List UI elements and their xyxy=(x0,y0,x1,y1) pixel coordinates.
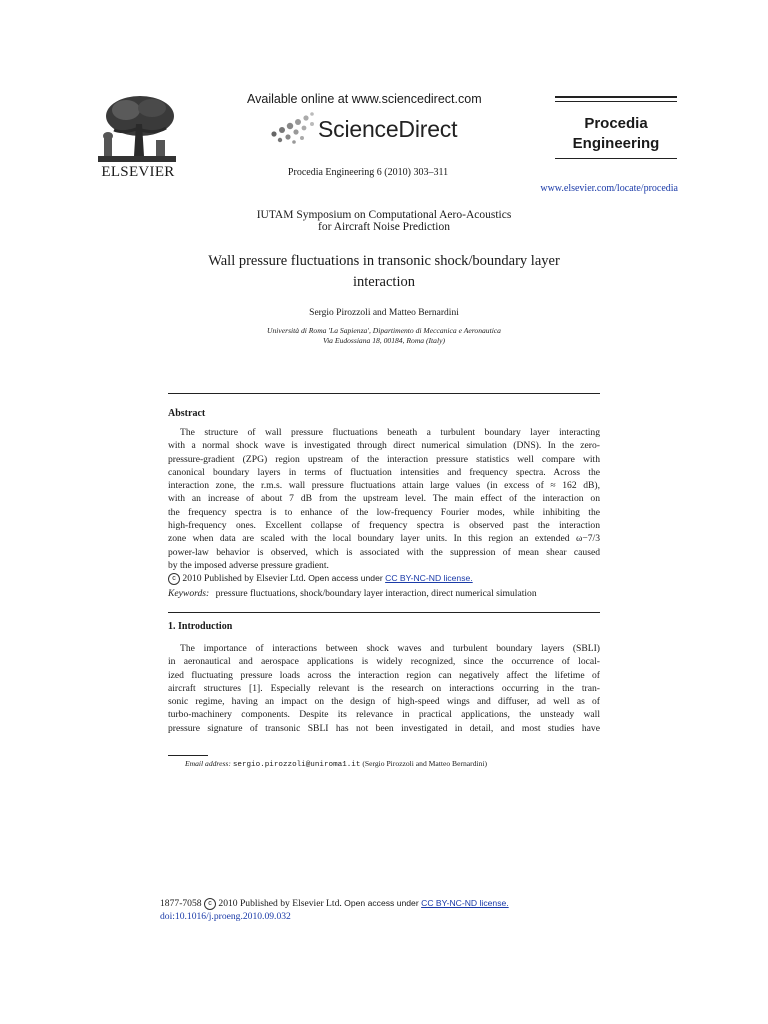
keywords-label: Keywords: xyxy=(168,588,210,599)
journal-name-line: Engineering xyxy=(572,135,660,152)
abstract-line: interaction zone, the r.m.s. wall pressure fluctuations attain large values (in excess of ≈ 162 dB), xyxy=(168,480,600,492)
issn: 1877-7058 xyxy=(160,898,202,909)
intro-line: sonic regime, having an impact on the design of high-speed wings and diffuser, ad well as of xyxy=(168,696,600,708)
intro-line: aircraft structures [1]. Especially relevant is the research on interactions occurring in the tran- xyxy=(168,682,600,694)
sciencedirect-logo xyxy=(268,110,468,146)
abstract-line: the frequency spectra is to enhance of the low-frequency Fourier modes, while inhibiting the xyxy=(168,506,600,518)
affiliation-line: Università di Roma 'La Sapienza', Dipartimento di Meccanica e Aeronautica xyxy=(267,326,501,335)
intro-heading: 1. Introduction xyxy=(168,621,233,632)
title-line: Wall pressure fluctuations in transonic shock/boundary layer xyxy=(208,253,560,269)
symposium-line: for Aircraft Noise Prediction xyxy=(318,221,450,233)
abstract-line: zone when data are scaled with the local boundary layer units. In this region an extended ω−7/3 xyxy=(168,533,600,545)
affiliation-line: Via Eudossiana 18, 00184, Roma (Italy) xyxy=(323,336,445,345)
elsevier-tree-logo xyxy=(96,94,178,164)
header-rule xyxy=(555,101,677,102)
sciencedirect-wordmark: ScienceDirect xyxy=(318,116,458,142)
abstract-line: with an increase of about 7 dB from the upstream level. The main effect of the interaction on xyxy=(168,493,600,505)
abstract-line: canonical boundary layers in terms of fluctuation intensities and frequency spectra. Across the xyxy=(168,466,600,478)
intro-line: pressure signature of transonic SBLI has not been investigated in detail, and most studies have xyxy=(168,722,600,734)
abstract-line: power-law behavior is observed, which is associated with the suppression of mean shear caused xyxy=(168,546,600,558)
authors: Sergio Pirozzoli and Matteo Bernardini xyxy=(309,308,459,318)
abstract-line: The structure of wall pressure fluctuations beneath a turbulent boundary layer interacting xyxy=(180,427,600,438)
open-access-text: Open access under xyxy=(344,898,419,908)
abstract-line: by the imposed adverse pressure gradient. xyxy=(168,559,329,571)
paper-title xyxy=(160,251,608,293)
journal-name xyxy=(555,114,677,154)
intro-line: turbo-machinery components. Despite its relevance in practical applications, the unsteady wall xyxy=(168,709,600,721)
doi-link[interactable]: doi:10.1016/j.proeng.2010.09.032 xyxy=(160,911,291,922)
footnote-rule xyxy=(168,755,208,756)
intro-line: The importance of interactions between shock waves and turbulent boundary layers (SBLI) xyxy=(180,643,600,654)
journal-name-line: Procedia xyxy=(584,115,648,132)
abstract-body xyxy=(168,426,600,572)
copyright-icon: c xyxy=(168,573,180,585)
abstract-line: pressure-gradient (ZPG) region upstream of the interaction pressure statistics well compare with xyxy=(168,453,600,465)
available-online-text: Available online at www.sciencedirect.com xyxy=(247,92,482,106)
footnote-names: (Sergio Pirozzoli and Matteo Bernardini) xyxy=(362,759,488,768)
intro-line: ized fluctuating pressure loads across the interaction region can negatively affect the lifetime of xyxy=(168,669,600,681)
header-rule xyxy=(555,96,677,98)
abstract-line: high-frequency ones. Excellent collapse of frequency spectra is observed past the interaction xyxy=(168,520,600,532)
symposium-line: IUTAM Symposium on Computational Aero-Acoustics xyxy=(256,209,512,221)
copyright-icon: c xyxy=(204,898,216,910)
footnote xyxy=(185,759,487,769)
keywords-list: pressure fluctuations, shock/boundary layer interaction, direct numerical simulation xyxy=(215,588,537,599)
journal-url-link[interactable]: www.elsevier.com/locate/procedia xyxy=(540,183,678,194)
section-rule xyxy=(168,612,600,613)
symposium-name xyxy=(160,209,608,233)
publisher-name: ELSEVIER xyxy=(101,164,175,180)
abstract-copyright xyxy=(168,573,473,585)
title-line: interaction xyxy=(352,274,415,290)
abstract-heading: Abstract xyxy=(168,408,206,419)
section-rule xyxy=(168,393,600,394)
abstract-line: with a normal shock wave is investigated through direct numerical simulation (DNS). In the zero- xyxy=(168,440,600,452)
intro-line: in aeronautical and aerospace applications is widely recognized, since the occurrence of local- xyxy=(168,656,600,668)
intro-body xyxy=(168,642,600,735)
affiliation xyxy=(160,326,608,346)
license-link[interactable]: CC BY-NC-ND license. xyxy=(385,573,473,583)
author-email[interactable]: sergio.pirozzoli@uniroma1.it xyxy=(232,761,361,769)
footer-copyright xyxy=(160,898,509,910)
open-access-text: Open access under xyxy=(308,573,383,583)
sciencedirect-dots-icon xyxy=(268,110,318,146)
copyright-text: 2010 Published by Elsevier Ltd. xyxy=(218,898,342,909)
header-rule xyxy=(555,158,677,159)
keywords xyxy=(168,588,600,599)
license-link[interactable]: CC BY-NC-ND license. xyxy=(421,898,509,908)
footnote-label: Email address: xyxy=(185,759,231,768)
journal-reference: Procedia Engineering 6 (2010) 303–311 xyxy=(287,167,449,178)
copyright-text: 2010 Published by Elsevier Ltd. xyxy=(182,573,306,584)
